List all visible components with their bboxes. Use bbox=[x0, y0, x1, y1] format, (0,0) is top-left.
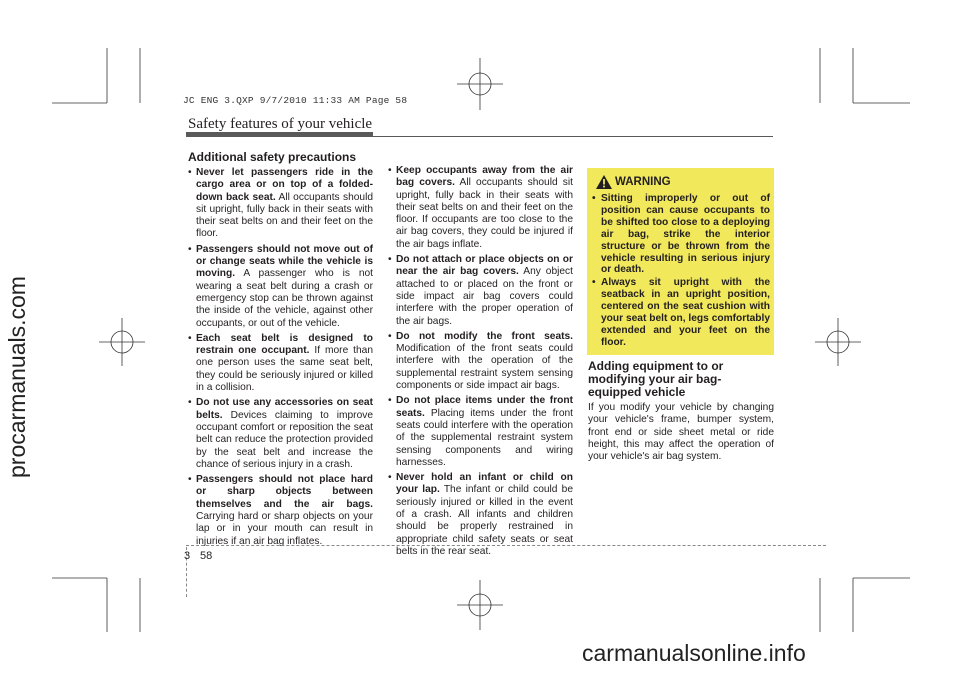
list-item bbox=[188, 397, 373, 471]
list-item bbox=[388, 254, 573, 328]
list-item bbox=[388, 395, 573, 469]
file-stamp: JC ENG 3.QXP 9/7/2010 11:33 AM Page 58 bbox=[183, 95, 408, 106]
bullet-icon: • bbox=[592, 193, 596, 204]
bullet-icon: • bbox=[388, 165, 392, 176]
item-text: Placing items under the front seats could interfere with the operation of the supplemental restraint system sensing components and wiring harnesses. bbox=[396, 407, 573, 468]
bullet-icon: • bbox=[388, 330, 392, 342]
section-title: Safety features of your vehicle bbox=[188, 116, 373, 132]
warning-triangle-icon bbox=[596, 175, 612, 189]
title-rule bbox=[186, 136, 773, 137]
item-lead: Each seat belt is designed to restrain one occupant. bbox=[196, 332, 373, 357]
bullet-icon: • bbox=[592, 277, 596, 289]
warning-list bbox=[592, 193, 770, 349]
warning-title: WARNING bbox=[615, 176, 671, 188]
bullet-icon: • bbox=[188, 167, 192, 178]
middle-column bbox=[388, 165, 573, 561]
right-column bbox=[588, 360, 774, 463]
bullet-icon: • bbox=[188, 474, 192, 486]
bullet-icon: • bbox=[388, 472, 392, 484]
bullet-icon: • bbox=[188, 243, 192, 255]
item-text: All occupants should sit upright, fully back in their seats with their seat belts on and their feet on the floor. bbox=[196, 191, 373, 240]
side-watermark: procarmanuals.com bbox=[4, 276, 30, 478]
item-lead: Never let passengers ride in the cargo area or on top of a folded-down back seat. bbox=[196, 167, 373, 203]
list-item bbox=[388, 165, 573, 251]
chapter-number: 3 bbox=[184, 550, 191, 562]
page-number: 58 bbox=[200, 550, 213, 562]
item-lead: Never hold an infant or child on your lap. bbox=[396, 472, 573, 496]
warning-list-wrap bbox=[592, 193, 770, 350]
item-text: Carrying hard or sharp objects on your lap or in your mouth can result in injuries if an air bag inflates. bbox=[196, 511, 373, 547]
list-item bbox=[592, 193, 770, 276]
item-text: The infant or child could be seriously injured or killed in the event of a crash. All infants and children should be properly restrained in appropriate child safety seats or seat belts in the rear seat. bbox=[396, 484, 573, 557]
bullet-icon: • bbox=[188, 397, 192, 409]
bullet-icon: • bbox=[388, 254, 392, 266]
list-item bbox=[188, 474, 373, 548]
item-lead: Passengers should not place hard or sharp objects between themselves and the air bags. bbox=[196, 474, 373, 510]
item-lead: Do not modify the front seats. bbox=[396, 330, 573, 342]
item-text: If more than one person uses the same seat belt, they could be seriously injured or killed in a collision. bbox=[196, 345, 373, 394]
left-list bbox=[188, 167, 373, 548]
left-heading: Additional safety precautions bbox=[188, 150, 357, 164]
left-column bbox=[188, 151, 373, 551]
item-lead: Keep occupants away from the air bag covers. bbox=[396, 165, 573, 189]
right-heading: Adding equipment to or modifying your air bag-equipped vehicle bbox=[588, 359, 724, 399]
item-text: A passenger who is not wearing a seat belt during a crash or emergency stop can be thrown against the inside of the vehicle, against other occupants, or out of the vehicle. bbox=[196, 268, 373, 329]
list-item bbox=[592, 277, 770, 348]
item-lead: Passengers should not move out of or change seats while the vehicle is moving. bbox=[196, 243, 373, 280]
list-item bbox=[388, 331, 573, 392]
list-item bbox=[188, 333, 373, 394]
list-item bbox=[188, 244, 373, 330]
item-text: Any object attached to or placed on the front or side impact air bag covers could interfere with the proper operation of the air bags. bbox=[396, 266, 573, 327]
bullet-icon: • bbox=[188, 332, 192, 344]
bottom-watermark: carmanualsonline.info bbox=[582, 640, 806, 666]
item-text: All occupants should sit upright, fully back in their seats with their seat belts on and their feet on the floor. If occupants are too close to the air bag covers, they could be injured if the air bags inflate. bbox=[396, 177, 573, 250]
item-text: Devices claiming to improve occupant comfort or reposition the seat belt can reduce the protection provided by the seat belt and increase the chance of serious injury in a crash. bbox=[196, 409, 373, 470]
item-lead: Do not use any accessories on seat belts. bbox=[196, 397, 373, 421]
right-body: If you modify your vehicle by changing your vehicle's frame, bumper system, front end or side sheet metal or ride height, this may affect the operation of your vehicle's air bag system. bbox=[588, 402, 774, 463]
item-lead: Do not attach or place objects on or near the air bag covers. bbox=[396, 254, 573, 278]
middle-list bbox=[388, 165, 573, 558]
item-lead: Do not place items under the front seats. bbox=[396, 395, 573, 419]
bullet-icon: • bbox=[388, 395, 392, 407]
item-text: Sitting improperly or out of position can cause occupants to be shifted too close to a deploying air bag, strike the interior structure or be thrown from the vehicle resulting in serious injury or death. bbox=[601, 193, 770, 276]
item-text: Always sit upright with the seatback in an upright position, centered on the seat cushion with your seat belt on, legs comfortably extended and your feet on the floor. bbox=[601, 277, 770, 348]
item-text: Modification of the front seats could interfere with the operation of the supplemental restraint system sensing components or side impact air bags. bbox=[396, 343, 573, 392]
footer-rule bbox=[186, 545, 826, 546]
list-item bbox=[188, 167, 373, 241]
